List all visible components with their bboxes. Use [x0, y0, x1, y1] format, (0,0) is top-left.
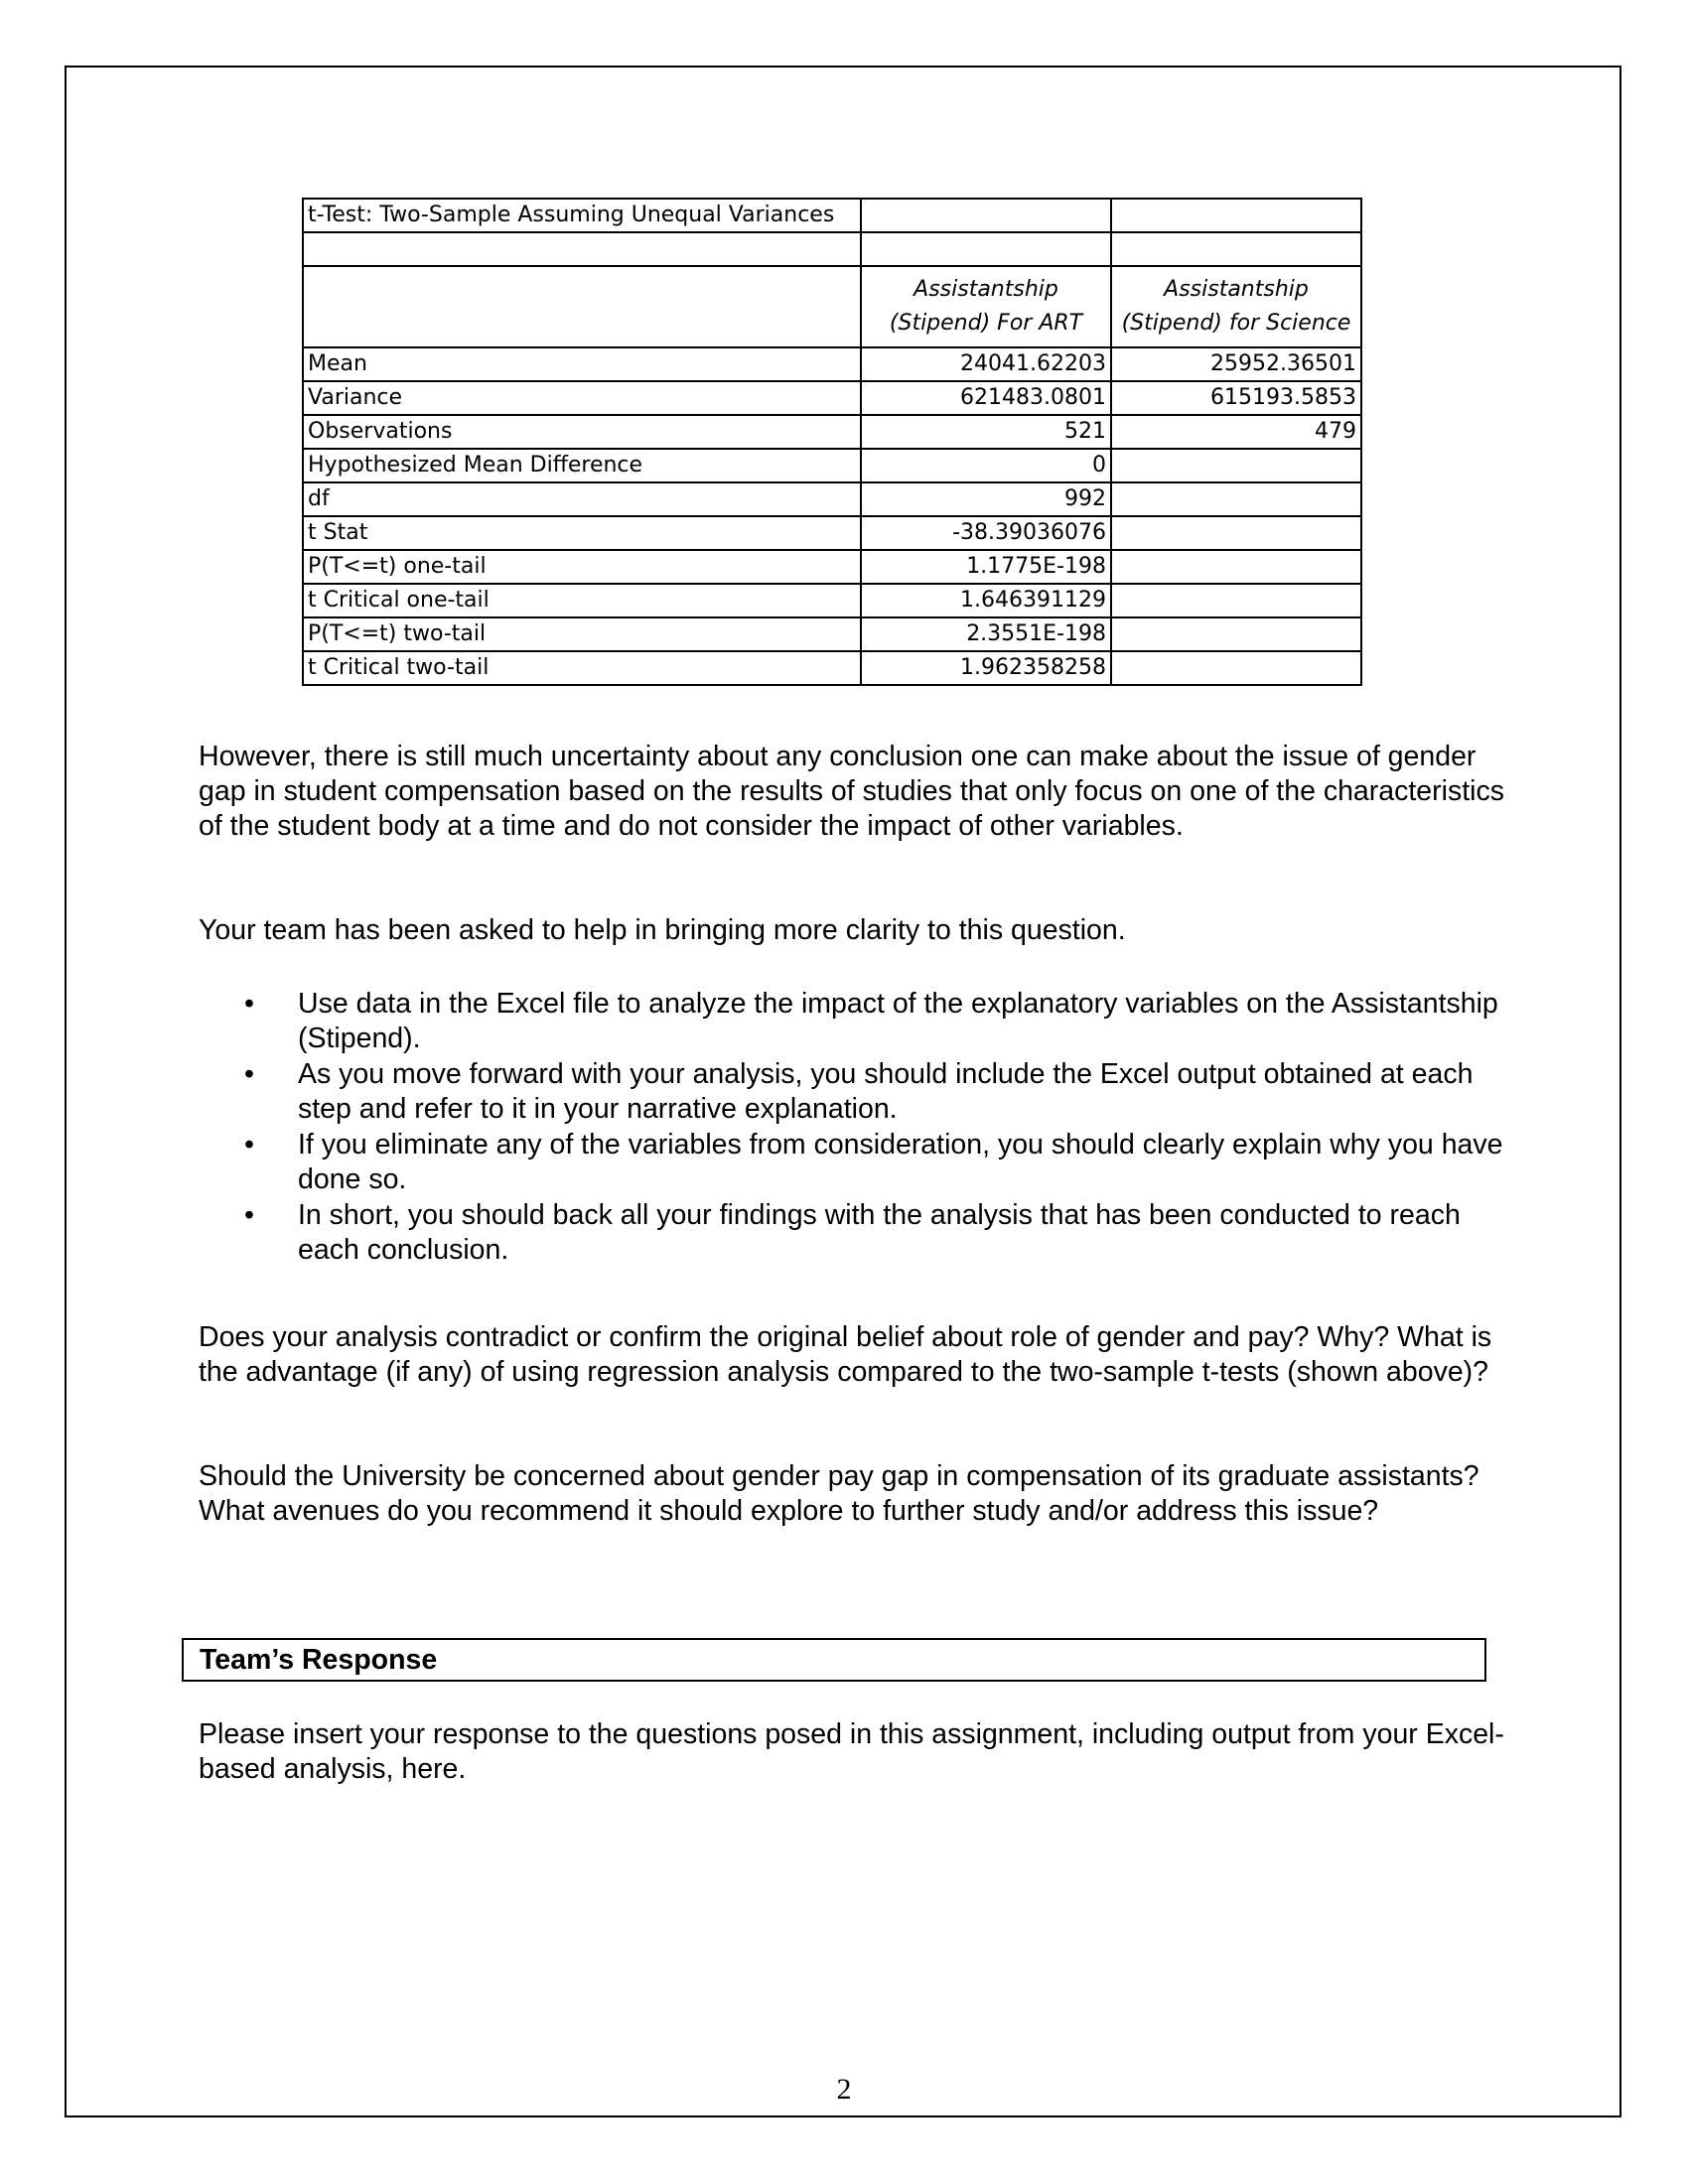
table-row — [303, 617, 1361, 651]
art-value: 1.1775E-198 — [861, 550, 1111, 584]
list-item — [199, 987, 1509, 1056]
science-value: 615193.5853 — [1111, 381, 1361, 415]
bullet-icon: • — [244, 988, 254, 1020]
table-row — [303, 651, 1361, 685]
table-title: t-Test: Two-Sample Assuming Unequal Variances — [303, 199, 861, 232]
list-item-text: Use data in the Excel file to analyze the impact of the explanatory variables on the Assistantship (Stipend). — [298, 988, 1498, 1054]
row-label: Mean — [303, 347, 861, 381]
table-row — [303, 516, 1361, 550]
team-response-heading: Team’s Response — [182, 1638, 1486, 1682]
row-label: df — [303, 482, 861, 516]
science-value — [1111, 516, 1361, 550]
paragraph-questions-university: Should the University be concerned about gender pay gap in compensation of its graduate assistants? What avenues do you recommend it should explore to further study and/or address this issue? — [199, 1460, 1479, 1527]
paragraph-questions-gender: Does your analysis contradict or confirm the original belief about role of gender and pay? Why? What is the advantage (if any) of using regression analysis compared to the two-sample t-tests (shown above)? — [199, 1321, 1492, 1388]
paragraph-team-asked: Your team has been asked to help in bringing more clarity to this question. — [199, 914, 1126, 946]
science-value — [1111, 651, 1361, 685]
art-value: 1.962358258 — [861, 651, 1111, 685]
art-value: 24041.62203 — [861, 347, 1111, 381]
row-label: Observations — [303, 415, 861, 449]
page-number: 2 — [836, 2073, 852, 2106]
art-value: 992 — [861, 482, 1111, 516]
list-item — [199, 1057, 1509, 1127]
instruction-list — [199, 987, 1509, 1269]
art-value: -38.39036076 — [861, 516, 1111, 550]
row-label: Hypothesized Mean Difference — [303, 449, 861, 482]
science-value — [1111, 482, 1361, 516]
art-value: 621483.0801 — [861, 381, 1111, 415]
table-row — [303, 550, 1361, 584]
bullet-icon: • — [244, 1129, 254, 1160]
list-item-text: In short, you should back all your findings with the analysis that has been conducted to reach each conclusion. — [298, 1199, 1461, 1266]
table-row — [303, 482, 1361, 516]
science-value — [1111, 584, 1361, 617]
row-label: P(T<=t) one-tail — [303, 550, 861, 584]
table-title-row — [303, 199, 1361, 232]
team-response-instructions: Please insert your response to the questions posed in this assignment, including output from your Excel-based analysis, here. — [199, 1718, 1504, 1785]
bullet-icon: • — [244, 1058, 254, 1090]
row-label: t Stat — [303, 516, 861, 550]
list-item — [199, 1198, 1509, 1268]
ttest-table — [302, 198, 1362, 686]
art-value: 2.3551E-198 — [861, 617, 1111, 651]
table-header-row — [303, 266, 1361, 347]
table-row — [303, 584, 1361, 617]
column-header-science: Assistantship (Stipend) for Science — [1111, 266, 1361, 347]
science-value — [1111, 550, 1361, 584]
list-item-text: If you eliminate any of the variables from consideration, you should clearly explain why you have done so. — [298, 1129, 1503, 1195]
science-value — [1111, 617, 1361, 651]
list-item — [199, 1128, 1509, 1197]
table-blank-row — [303, 232, 1361, 266]
science-value: 25952.36501 — [1111, 347, 1361, 381]
row-label: t Critical two-tail — [303, 651, 861, 685]
bullet-icon: • — [244, 1199, 254, 1231]
art-value: 1.646391129 — [861, 584, 1111, 617]
science-value — [1111, 449, 1361, 482]
row-label: t Critical one-tail — [303, 584, 861, 617]
science-value: 479 — [1111, 415, 1361, 449]
art-value: 0 — [861, 449, 1111, 482]
paragraph-uncertainty: However, there is still much uncertainty about any conclusion one can make about the issue of gender gap in student compensation based on the results of studies that only focus on one of the characteristics of the student body at a time and do not consider the impact of other variables. — [199, 741, 1504, 842]
row-label: P(T<=t) two-tail — [303, 617, 861, 651]
table-row — [303, 381, 1361, 415]
table-row — [303, 347, 1361, 381]
row-label: Variance — [303, 381, 861, 415]
list-item-text: As you move forward with your analysis, you should include the Excel output obtained at each step and refer to it in your narrative explanation. — [298, 1058, 1474, 1125]
table-row — [303, 415, 1361, 449]
column-header-art: Assistantship (Stipend) For ART — [861, 266, 1111, 347]
art-value: 521 — [861, 415, 1111, 449]
table-row — [303, 449, 1361, 482]
